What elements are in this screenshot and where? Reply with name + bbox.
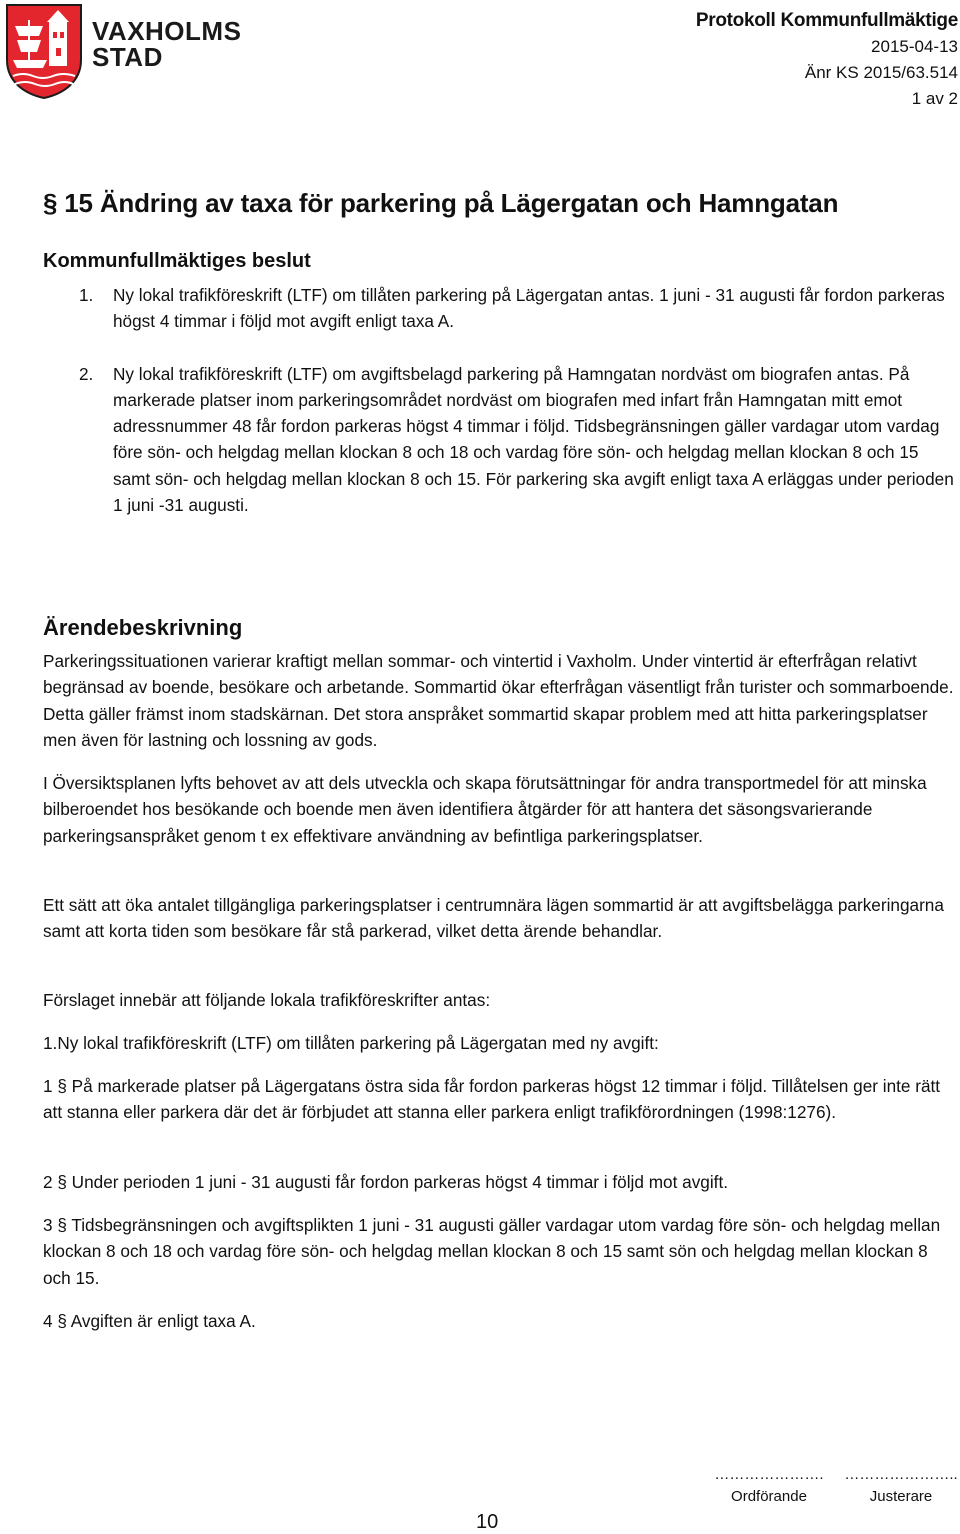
brand-line1: VAXHOLMS — [92, 16, 242, 46]
document-header — [696, 8, 958, 112]
doc-page-of: 1 av 2 — [911, 89, 958, 108]
signature-chairman — [710, 1464, 828, 1508]
signature-adjuster — [842, 1464, 960, 1508]
doc-reference: Änr KS 2015/63.514 — [804, 63, 958, 82]
description-paragraph: 3 § Tidsbegränsningen och avgiftsplikten 1 juni - 31 augusti gäller vardagar utom vardag före sön- och helgdag mellan klockan 8 och 18 och vardag före sön- och helgdag mellan klockan 8 och 15 samt sön och helgdag mellan klockan 8 och 15. — [43, 1215, 941, 1288]
description-paragraph: 2 § Under perioden 1 juni - 31 augusti får fordon parkeras högst 4 timmar i följd mot avgift. — [43, 1172, 728, 1192]
vaxholm-coat-of-arms-icon — [3, 2, 85, 100]
description-paragraph: Parkeringssituationen varierar kraftigt mellan sommar- och vintertid i Vaxholm. Under vintertid är efterfrågan relativt begränsad av boende, besökare och arbetande. Sommartid ökar efterfrågan väsentligt från turister och sommarboende. Detta gäller främst inom stadskärnan. Det stora anspråket sommartid skapar problem med att hitta parkeringsplatser men även för lastning och lossning av gods. — [43, 651, 954, 750]
decision-item-text: Ny lokal trafikföreskrift (LTF) om tillåten parkering på Lägergatan antas. 1 juni - 31 augusti får fordon parkeras högst 4 timmar i följd mot avgift enligt taxa A. — [113, 285, 945, 332]
page-title: § 15 Ändring av taxa för parkering på Lägergatan och Hamngatan — [43, 188, 839, 218]
decision-item — [43, 282, 958, 335]
doc-type: Protokoll Kommunfullmäktige — [695, 10, 958, 31]
signature-label: Justerare — [869, 1488, 933, 1505]
signature-label: Ordförande — [731, 1488, 807, 1505]
signature-line: ………………….. — [844, 1466, 958, 1483]
decision-list — [43, 282, 958, 518]
description-heading: Ärendebeskrivning — [43, 615, 243, 640]
description-paragraph: 1 § På markerade platser på Lägergatans östra sida får fordon parkeras högst 12 timmar i följd. Tillåtelsen ger inte rätt att stanna eller parkera där det är förbjudet att stanna eller parkera enligt trafikförordningen (1998:1276). — [43, 1076, 941, 1123]
doc-date: 2015-04-13 — [871, 37, 958, 56]
description-paragraph: 1.Ny lokal trafikföreskrift (LTF) om tillåten parkering på Lägergatan med ny avgift: — [43, 1033, 659, 1053]
description-paragraph: Ett sätt att öka antalet tillgängliga parkeringsplatser i centrumnära lägen sommartid är att avgiftsbelägga parkeringarna samt att korta tiden som besökare får stå parkerad, vilket detta ärende behandlar. — [43, 895, 944, 942]
decision-item-number: 1. — [79, 285, 94, 305]
brand-wordmark — [92, 18, 241, 70]
decision-item-number: 2. — [79, 363, 94, 384]
decision-item — [43, 361, 958, 519]
decision-heading: Kommunfullmäktiges beslut — [43, 250, 311, 272]
signature-line: …………………. — [714, 1466, 824, 1483]
description-paragraph: Förslaget innebär att följande lokala trafikföreskrifter antas: — [43, 990, 491, 1010]
description-paragraph: I Översiktsplanen lyfts behovet av att dels utveckla och skapa förutsättningar för andra transportmedel för att minska bilberoendet hos besökande och boende men även identifiera åtgärder för att hantera det säsongsvarierande parkeringsanspråket genom t ex effektivare användning av befintliga parkeringsplatser. — [43, 773, 927, 846]
page-number: 10 — [476, 1511, 499, 1533]
description-paragraph: 4 § Avgiften är enligt taxa A. — [43, 1311, 256, 1331]
decision-item-text: Ny lokal trafikföreskrift (LTF) om avgiftsbelagd parkering på Hamngatan nordväst om biografen antas. På markerade platser inom parkeringsområdet nordväst om biografen med infart från Hamngatan mitt emot adressnummer 48 får fordon parkeras högst 4 timmar i följd. Tidsbegränsningen gäller vardagar utom vardag före sön- och helgdag mellan klockan 8 och 18 och vardag före sön- och helgdag mellan klockan 8 och 15 samt sön- och helgdag mellan klockan 8 och 15. För parkering ska avgift enligt taxa A erläggas under perioden 1 juni -31 augusti. — [113, 363, 954, 516]
brand-line2: STAD — [92, 42, 163, 72]
